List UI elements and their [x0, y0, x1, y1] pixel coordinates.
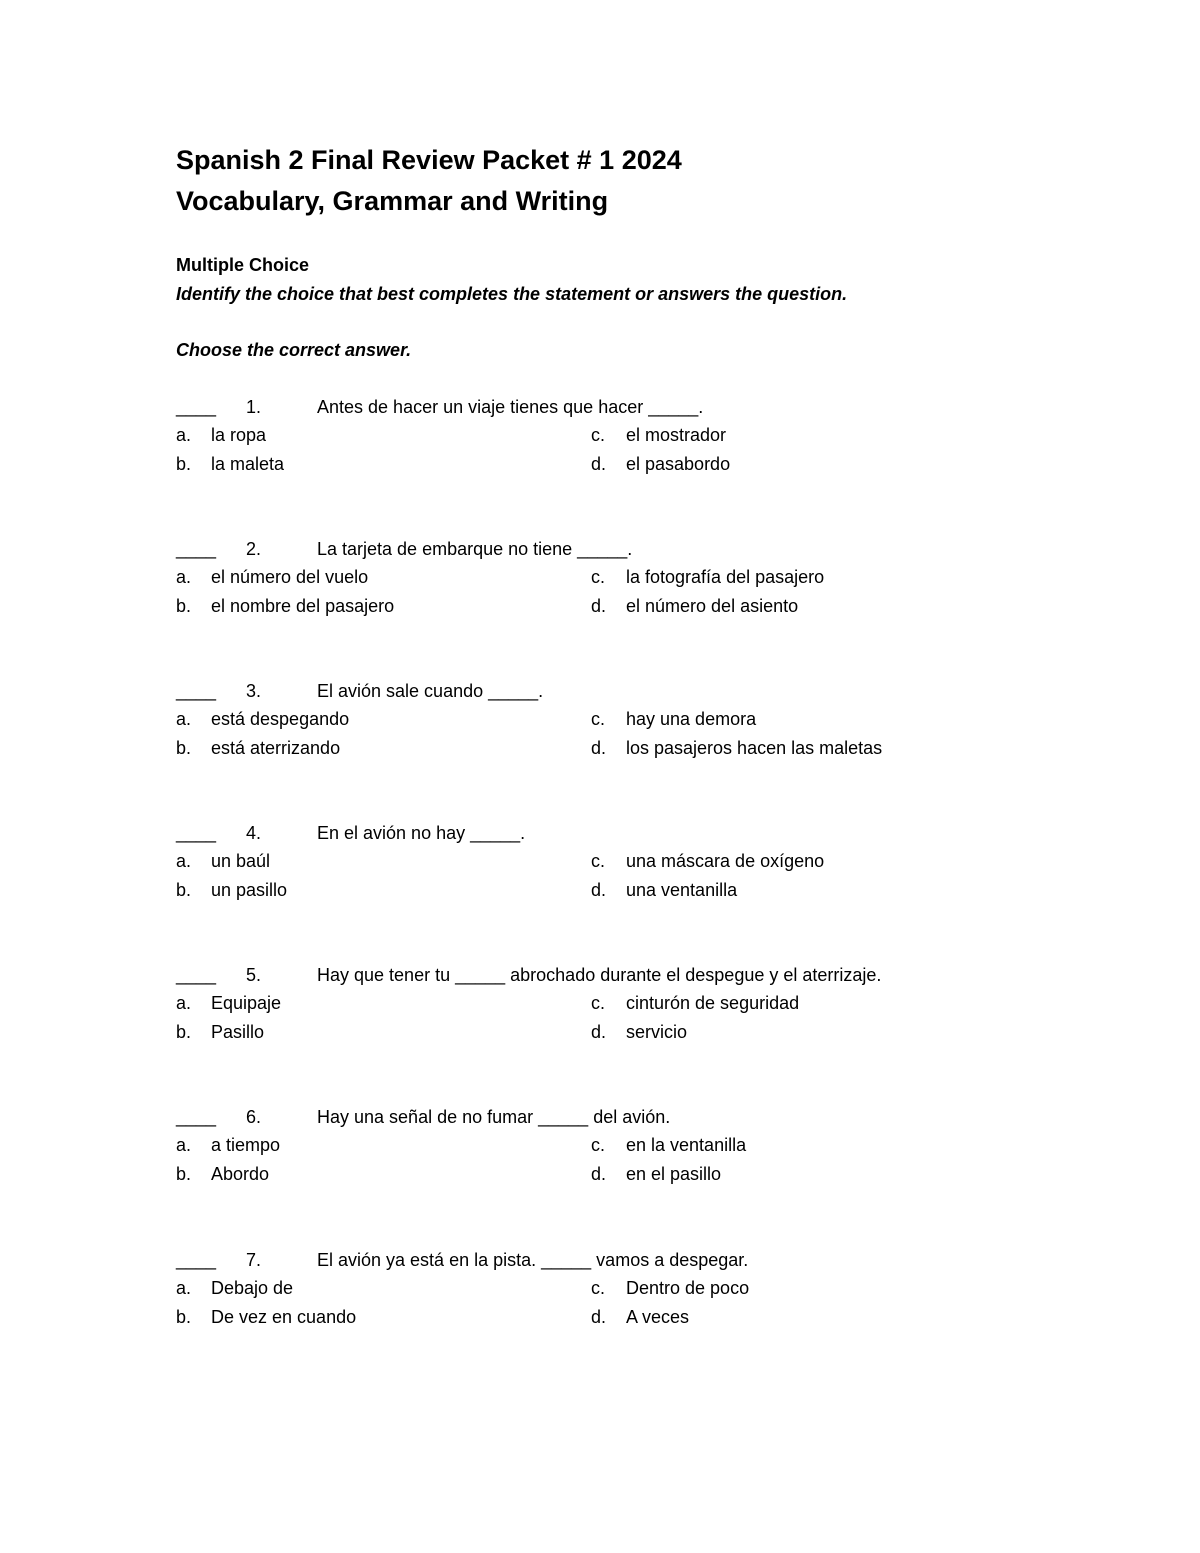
question-row: [0, 823, 1200, 849]
option-letter: a.: [176, 567, 192, 587]
option-text: un pasillo: [211, 880, 288, 900]
document-subtitle: Vocabulary, Grammar and Writing: [176, 186, 609, 216]
option-text: A veces: [626, 1307, 690, 1327]
option-text: los pasajeros hacen las maletas: [626, 738, 883, 758]
option-letter: a.: [176, 425, 192, 445]
option-letter: a.: [176, 709, 192, 729]
option-letter: c.: [591, 567, 606, 587]
question-row: [0, 1250, 1200, 1276]
question-text: La tarjeta de embarque no tiene _____.: [317, 539, 633, 559]
question-number: 2.: [246, 539, 262, 559]
option-letter: b.: [176, 454, 192, 474]
option-text: Debajo de: [211, 1278, 294, 1298]
option-text: una máscara de oxígeno: [626, 851, 825, 871]
question-number: 1.: [246, 397, 262, 417]
option-letter: c.: [591, 1135, 606, 1155]
option-text: un baúl: [211, 851, 271, 871]
option-letter: d.: [591, 1307, 607, 1327]
option-text: está aterrizando: [211, 738, 341, 758]
option-letter: b.: [176, 596, 192, 616]
question-row: [0, 397, 1200, 423]
answer-blank: ____: [176, 1250, 217, 1270]
question-row: [0, 965, 1200, 991]
option-text: De vez en cuando: [211, 1307, 357, 1327]
question-item: [0, 965, 1200, 1055]
option-letter: a.: [176, 851, 192, 871]
option-letter: b.: [176, 738, 192, 758]
document-title: Spanish 2 Final Review Packet # 1 2024: [176, 145, 682, 175]
option-letter: b.: [176, 1164, 192, 1184]
question-number: 5.: [246, 965, 262, 985]
option-text: el nombre del pasajero: [211, 596, 395, 616]
option-letter: b.: [176, 1307, 192, 1327]
option-letter: d.: [591, 738, 607, 758]
option-text: una ventanilla: [626, 880, 738, 900]
option-letter: c.: [591, 709, 606, 729]
option-letter: d.: [591, 1022, 607, 1042]
answer-blank: ____: [176, 823, 217, 843]
option-text: la fotografía del pasajero: [626, 567, 825, 587]
option-text: en la ventanilla: [626, 1135, 747, 1155]
section-instruction: Identify the choice that best completes the statement or answers the question.: [176, 284, 848, 304]
option-text: el pasabordo: [626, 454, 731, 474]
question-number: 3.: [246, 681, 262, 701]
option-text: Pasillo: [211, 1022, 265, 1042]
question-text: Hay una señal de no fumar _____ del avión.: [317, 1107, 671, 1127]
option-letter: d.: [591, 1164, 607, 1184]
option-letter: c.: [591, 425, 606, 445]
question-text: En el avión no hay _____.: [317, 823, 526, 843]
option-text: Equipaje: [211, 993, 282, 1013]
section-directive: Choose the correct answer.: [176, 340, 412, 360]
option-text: la maleta: [211, 454, 285, 474]
option-text: a tiempo: [211, 1135, 281, 1155]
question-number: 7.: [246, 1250, 262, 1270]
answer-blank: ____: [176, 397, 217, 417]
option-text: la ropa: [211, 425, 267, 445]
question-row: [0, 539, 1200, 565]
option-letter: a.: [176, 1135, 192, 1155]
question-number: 4.: [246, 823, 262, 843]
question-text: El avión sale cuando _____.: [317, 681, 544, 701]
option-text: en el pasillo: [626, 1164, 722, 1184]
option-letter: d.: [591, 596, 607, 616]
question-text: El avión ya está en la pista. _____ vamos a despegar.: [317, 1250, 749, 1270]
option-text: está despegando: [211, 709, 350, 729]
section-heading: Multiple Choice: [176, 255, 310, 275]
option-letter: d.: [591, 880, 607, 900]
option-letter: a.: [176, 1278, 192, 1298]
question-item: [0, 1250, 1200, 1340]
option-letter: c.: [591, 851, 606, 871]
option-text: el número del asiento: [626, 596, 799, 616]
option-text: el mostrador: [626, 425, 727, 445]
question-number: 6.: [246, 1107, 262, 1127]
option-letter: c.: [591, 993, 606, 1013]
question-row: [0, 1107, 1200, 1133]
question-item: [0, 823, 1200, 913]
answer-blank: ____: [176, 539, 217, 559]
answer-blank: ____: [176, 681, 217, 701]
option-text: el número del vuelo: [211, 567, 369, 587]
question-text: Antes de hacer un viaje tienes que hacer _____.: [317, 397, 704, 417]
question-item: [0, 397, 1200, 487]
option-text: cinturón de seguridad: [626, 993, 800, 1013]
question-text: Hay que tener tu _____ abrochado durante el despegue y el aterrizaje.: [317, 965, 882, 985]
question-item: [0, 539, 1200, 629]
option-letter: b.: [176, 880, 192, 900]
question-item: [0, 681, 1200, 771]
answer-blank: ____: [176, 1107, 217, 1127]
option-letter: c.: [591, 1278, 606, 1298]
option-letter: b.: [176, 1022, 192, 1042]
option-letter: a.: [176, 993, 192, 1013]
question-row: [0, 681, 1200, 707]
option-text: Abordo: [211, 1164, 270, 1184]
answer-blank: ____: [176, 965, 217, 985]
option-letter: d.: [591, 454, 607, 474]
option-text: servicio: [626, 1022, 688, 1042]
option-text: hay una demora: [626, 709, 757, 729]
question-item: [0, 1107, 1200, 1197]
option-text: Dentro de poco: [626, 1278, 750, 1298]
